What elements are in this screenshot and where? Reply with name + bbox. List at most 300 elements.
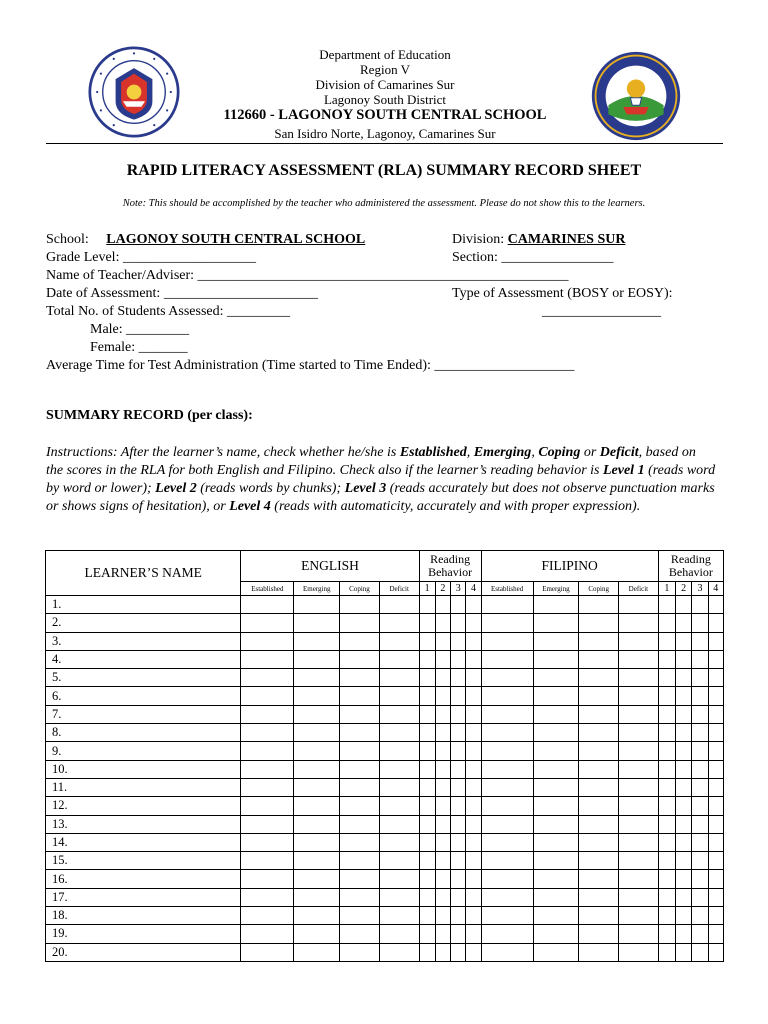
filipino-emerging-checkbox-cell[interactable] bbox=[533, 724, 579, 742]
english-level-1-checkbox-cell[interactable] bbox=[419, 907, 435, 925]
filipino-coping-checkbox-cell[interactable] bbox=[579, 724, 619, 742]
filipino-established-checkbox-cell[interactable] bbox=[481, 778, 533, 796]
english-emerging-checkbox-cell[interactable] bbox=[294, 669, 340, 687]
english-level-1-checkbox-cell[interactable] bbox=[419, 943, 435, 961]
english-emerging-checkbox-cell[interactable] bbox=[294, 833, 340, 851]
filipino-deficit-checkbox-cell[interactable] bbox=[619, 705, 659, 723]
english-established-checkbox-cell[interactable] bbox=[241, 833, 294, 851]
learner-name-cell[interactable]: 18. bbox=[46, 907, 241, 925]
english-coping-checkbox-cell[interactable] bbox=[340, 778, 380, 796]
filipino-level-3-checkbox-cell[interactable] bbox=[692, 724, 708, 742]
filipino-deficit-checkbox-cell[interactable] bbox=[619, 943, 659, 961]
filipino-established-checkbox-cell[interactable] bbox=[481, 833, 533, 851]
filipino-established-checkbox-cell[interactable] bbox=[481, 815, 533, 833]
filipino-level-1-checkbox-cell[interactable] bbox=[658, 687, 675, 705]
english-level-2-checkbox-cell[interactable] bbox=[435, 724, 450, 742]
english-level-4-checkbox-cell[interactable] bbox=[466, 632, 481, 650]
filipino-level-3-checkbox-cell[interactable] bbox=[692, 870, 708, 888]
section-field[interactable]: Section: ________________ bbox=[452, 250, 614, 265]
english-level-3-checkbox-cell[interactable] bbox=[451, 778, 466, 796]
learner-name-cell[interactable]: 13. bbox=[46, 815, 241, 833]
filipino-level-3-checkbox-cell[interactable] bbox=[692, 797, 708, 815]
english-level-1-checkbox-cell[interactable] bbox=[419, 650, 435, 668]
filipino-level-2-checkbox-cell[interactable] bbox=[676, 925, 692, 943]
english-emerging-checkbox-cell[interactable] bbox=[294, 943, 340, 961]
english-deficit-checkbox-cell[interactable] bbox=[379, 724, 419, 742]
english-level-2-checkbox-cell[interactable] bbox=[435, 907, 450, 925]
english-emerging-checkbox-cell[interactable] bbox=[294, 925, 340, 943]
english-emerging-checkbox-cell[interactable] bbox=[294, 687, 340, 705]
filipino-level-4-checkbox-cell[interactable] bbox=[708, 833, 723, 851]
filipino-emerging-checkbox-cell[interactable] bbox=[533, 596, 579, 614]
filipino-emerging-checkbox-cell[interactable] bbox=[533, 925, 579, 943]
english-coping-checkbox-cell[interactable] bbox=[340, 870, 380, 888]
filipino-level-2-checkbox-cell[interactable] bbox=[676, 815, 692, 833]
filipino-established-checkbox-cell[interactable] bbox=[481, 943, 533, 961]
filipino-level-2-checkbox-cell[interactable] bbox=[676, 632, 692, 650]
english-coping-checkbox-cell[interactable] bbox=[340, 907, 380, 925]
english-deficit-checkbox-cell[interactable] bbox=[379, 760, 419, 778]
filipino-level-2-checkbox-cell[interactable] bbox=[676, 888, 692, 906]
english-level-3-checkbox-cell[interactable] bbox=[451, 870, 466, 888]
english-deficit-checkbox-cell[interactable] bbox=[379, 687, 419, 705]
english-level-3-checkbox-cell[interactable] bbox=[451, 724, 466, 742]
english-emerging-checkbox-cell[interactable] bbox=[294, 650, 340, 668]
filipino-deficit-checkbox-cell[interactable] bbox=[619, 650, 659, 668]
filipino-level-4-checkbox-cell[interactable] bbox=[708, 778, 723, 796]
english-level-2-checkbox-cell[interactable] bbox=[435, 925, 450, 943]
english-level-2-checkbox-cell[interactable] bbox=[435, 797, 450, 815]
filipino-level-3-checkbox-cell[interactable] bbox=[692, 760, 708, 778]
english-emerging-checkbox-cell[interactable] bbox=[294, 870, 340, 888]
english-level-3-checkbox-cell[interactable] bbox=[451, 797, 466, 815]
english-level-2-checkbox-cell[interactable] bbox=[435, 632, 450, 650]
learner-name-cell[interactable]: 19. bbox=[46, 925, 241, 943]
english-emerging-checkbox-cell[interactable] bbox=[294, 797, 340, 815]
learner-name-cell[interactable]: 8. bbox=[46, 724, 241, 742]
english-level-3-checkbox-cell[interactable] bbox=[451, 943, 466, 961]
english-level-4-checkbox-cell[interactable] bbox=[466, 596, 481, 614]
filipino-coping-checkbox-cell[interactable] bbox=[579, 742, 619, 760]
filipino-level-4-checkbox-cell[interactable] bbox=[708, 870, 723, 888]
english-level-4-checkbox-cell[interactable] bbox=[466, 833, 481, 851]
filipino-established-checkbox-cell[interactable] bbox=[481, 742, 533, 760]
filipino-level-4-checkbox-cell[interactable] bbox=[708, 724, 723, 742]
english-level-1-checkbox-cell[interactable] bbox=[419, 778, 435, 796]
filipino-level-4-checkbox-cell[interactable] bbox=[708, 760, 723, 778]
filipino-emerging-checkbox-cell[interactable] bbox=[533, 852, 579, 870]
filipino-emerging-checkbox-cell[interactable] bbox=[533, 907, 579, 925]
english-level-2-checkbox-cell[interactable] bbox=[435, 650, 450, 668]
filipino-level-1-checkbox-cell[interactable] bbox=[658, 742, 675, 760]
filipino-deficit-checkbox-cell[interactable] bbox=[619, 778, 659, 796]
filipino-level-3-checkbox-cell[interactable] bbox=[692, 614, 708, 632]
filipino-coping-checkbox-cell[interactable] bbox=[579, 815, 619, 833]
learner-name-cell[interactable]: 20. bbox=[46, 943, 241, 961]
filipino-emerging-checkbox-cell[interactable] bbox=[533, 632, 579, 650]
english-level-3-checkbox-cell[interactable] bbox=[451, 888, 466, 906]
english-emerging-checkbox-cell[interactable] bbox=[294, 724, 340, 742]
english-coping-checkbox-cell[interactable] bbox=[340, 724, 380, 742]
english-level-2-checkbox-cell[interactable] bbox=[435, 852, 450, 870]
filipino-level-4-checkbox-cell[interactable] bbox=[708, 852, 723, 870]
filipino-coping-checkbox-cell[interactable] bbox=[579, 833, 619, 851]
english-level-4-checkbox-cell[interactable] bbox=[466, 907, 481, 925]
filipino-level-2-checkbox-cell[interactable] bbox=[676, 870, 692, 888]
filipino-level-1-checkbox-cell[interactable] bbox=[658, 614, 675, 632]
filipino-deficit-checkbox-cell[interactable] bbox=[619, 888, 659, 906]
english-level-4-checkbox-cell[interactable] bbox=[466, 705, 481, 723]
filipino-emerging-checkbox-cell[interactable] bbox=[533, 650, 579, 668]
english-deficit-checkbox-cell[interactable] bbox=[379, 614, 419, 632]
english-level-1-checkbox-cell[interactable] bbox=[419, 797, 435, 815]
filipino-coping-checkbox-cell[interactable] bbox=[579, 870, 619, 888]
english-level-3-checkbox-cell[interactable] bbox=[451, 596, 466, 614]
english-emerging-checkbox-cell[interactable] bbox=[294, 815, 340, 833]
english-level-4-checkbox-cell[interactable] bbox=[466, 778, 481, 796]
english-established-checkbox-cell[interactable] bbox=[241, 907, 294, 925]
filipino-emerging-checkbox-cell[interactable] bbox=[533, 797, 579, 815]
filipino-established-checkbox-cell[interactable] bbox=[481, 852, 533, 870]
english-deficit-checkbox-cell[interactable] bbox=[379, 650, 419, 668]
total-students-field[interactable]: Total No. of Students Assessed: _________ bbox=[46, 304, 291, 319]
english-level-2-checkbox-cell[interactable] bbox=[435, 596, 450, 614]
filipino-level-1-checkbox-cell[interactable] bbox=[658, 596, 675, 614]
filipino-emerging-checkbox-cell[interactable] bbox=[533, 870, 579, 888]
english-level-2-checkbox-cell[interactable] bbox=[435, 742, 450, 760]
english-deficit-checkbox-cell[interactable] bbox=[379, 778, 419, 796]
english-coping-checkbox-cell[interactable] bbox=[340, 943, 380, 961]
filipino-deficit-checkbox-cell[interactable] bbox=[619, 870, 659, 888]
english-level-2-checkbox-cell[interactable] bbox=[435, 870, 450, 888]
english-coping-checkbox-cell[interactable] bbox=[340, 632, 380, 650]
english-deficit-checkbox-cell[interactable] bbox=[379, 669, 419, 687]
english-level-4-checkbox-cell[interactable] bbox=[466, 888, 481, 906]
english-level-2-checkbox-cell[interactable] bbox=[435, 614, 450, 632]
filipino-emerging-checkbox-cell[interactable] bbox=[533, 742, 579, 760]
filipino-deficit-checkbox-cell[interactable] bbox=[619, 596, 659, 614]
filipino-level-2-checkbox-cell[interactable] bbox=[676, 614, 692, 632]
filipino-level-3-checkbox-cell[interactable] bbox=[692, 632, 708, 650]
filipino-level-3-checkbox-cell[interactable] bbox=[692, 705, 708, 723]
english-emerging-checkbox-cell[interactable] bbox=[294, 632, 340, 650]
filipino-coping-checkbox-cell[interactable] bbox=[579, 907, 619, 925]
english-level-2-checkbox-cell[interactable] bbox=[435, 705, 450, 723]
filipino-coping-checkbox-cell[interactable] bbox=[579, 705, 619, 723]
english-level-3-checkbox-cell[interactable] bbox=[451, 705, 466, 723]
english-established-checkbox-cell[interactable] bbox=[241, 925, 294, 943]
english-level-3-checkbox-cell[interactable] bbox=[451, 632, 466, 650]
english-level-4-checkbox-cell[interactable] bbox=[466, 852, 481, 870]
english-deficit-checkbox-cell[interactable] bbox=[379, 925, 419, 943]
english-coping-checkbox-cell[interactable] bbox=[340, 650, 380, 668]
filipino-established-checkbox-cell[interactable] bbox=[481, 724, 533, 742]
filipino-level-1-checkbox-cell[interactable] bbox=[658, 870, 675, 888]
filipino-level-3-checkbox-cell[interactable] bbox=[692, 852, 708, 870]
filipino-established-checkbox-cell[interactable] bbox=[481, 596, 533, 614]
english-level-1-checkbox-cell[interactable] bbox=[419, 632, 435, 650]
english-level-3-checkbox-cell[interactable] bbox=[451, 669, 466, 687]
english-established-checkbox-cell[interactable] bbox=[241, 724, 294, 742]
english-level-4-checkbox-cell[interactable] bbox=[466, 742, 481, 760]
filipino-coping-checkbox-cell[interactable] bbox=[579, 760, 619, 778]
english-level-3-checkbox-cell[interactable] bbox=[451, 742, 466, 760]
filipino-level-4-checkbox-cell[interactable] bbox=[708, 632, 723, 650]
filipino-level-2-checkbox-cell[interactable] bbox=[676, 669, 692, 687]
english-level-3-checkbox-cell[interactable] bbox=[451, 907, 466, 925]
filipino-level-1-checkbox-cell[interactable] bbox=[658, 724, 675, 742]
english-level-1-checkbox-cell[interactable] bbox=[419, 833, 435, 851]
english-deficit-checkbox-cell[interactable] bbox=[379, 797, 419, 815]
english-level-1-checkbox-cell[interactable] bbox=[419, 852, 435, 870]
filipino-level-4-checkbox-cell[interactable] bbox=[708, 888, 723, 906]
filipino-established-checkbox-cell[interactable] bbox=[481, 797, 533, 815]
learner-name-cell[interactable]: 7. bbox=[46, 705, 241, 723]
english-level-4-checkbox-cell[interactable] bbox=[466, 943, 481, 961]
english-coping-checkbox-cell[interactable] bbox=[340, 797, 380, 815]
english-established-checkbox-cell[interactable] bbox=[241, 632, 294, 650]
filipino-level-2-checkbox-cell[interactable] bbox=[676, 797, 692, 815]
filipino-established-checkbox-cell[interactable] bbox=[481, 650, 533, 668]
male-count-field[interactable]: Male: _________ bbox=[90, 322, 190, 337]
english-level-3-checkbox-cell[interactable] bbox=[451, 815, 466, 833]
filipino-level-1-checkbox-cell[interactable] bbox=[658, 778, 675, 796]
filipino-emerging-checkbox-cell[interactable] bbox=[533, 815, 579, 833]
english-deficit-checkbox-cell[interactable] bbox=[379, 596, 419, 614]
english-established-checkbox-cell[interactable] bbox=[241, 650, 294, 668]
filipino-level-1-checkbox-cell[interactable] bbox=[658, 943, 675, 961]
english-level-4-checkbox-cell[interactable] bbox=[466, 724, 481, 742]
filipino-emerging-checkbox-cell[interactable] bbox=[533, 760, 579, 778]
english-established-checkbox-cell[interactable] bbox=[241, 687, 294, 705]
english-level-4-checkbox-cell[interactable] bbox=[466, 650, 481, 668]
filipino-established-checkbox-cell[interactable] bbox=[481, 632, 533, 650]
english-emerging-checkbox-cell[interactable] bbox=[294, 742, 340, 760]
filipino-level-1-checkbox-cell[interactable] bbox=[658, 852, 675, 870]
english-level-2-checkbox-cell[interactable] bbox=[435, 833, 450, 851]
filipino-emerging-checkbox-cell[interactable] bbox=[533, 888, 579, 906]
filipino-level-4-checkbox-cell[interactable] bbox=[708, 650, 723, 668]
filipino-level-2-checkbox-cell[interactable] bbox=[676, 724, 692, 742]
english-level-2-checkbox-cell[interactable] bbox=[435, 815, 450, 833]
filipino-coping-checkbox-cell[interactable] bbox=[579, 888, 619, 906]
english-deficit-checkbox-cell[interactable] bbox=[379, 943, 419, 961]
english-deficit-checkbox-cell[interactable] bbox=[379, 815, 419, 833]
filipino-level-4-checkbox-cell[interactable] bbox=[708, 925, 723, 943]
english-level-3-checkbox-cell[interactable] bbox=[451, 833, 466, 851]
english-level-1-checkbox-cell[interactable] bbox=[419, 815, 435, 833]
filipino-level-1-checkbox-cell[interactable] bbox=[658, 925, 675, 943]
english-level-4-checkbox-cell[interactable] bbox=[466, 815, 481, 833]
filipino-level-3-checkbox-cell[interactable] bbox=[692, 907, 708, 925]
filipino-level-2-checkbox-cell[interactable] bbox=[676, 687, 692, 705]
filipino-coping-checkbox-cell[interactable] bbox=[579, 797, 619, 815]
learner-name-cell[interactable]: 16. bbox=[46, 870, 241, 888]
filipino-coping-checkbox-cell[interactable] bbox=[579, 687, 619, 705]
english-established-checkbox-cell[interactable] bbox=[241, 870, 294, 888]
english-established-checkbox-cell[interactable] bbox=[241, 669, 294, 687]
english-coping-checkbox-cell[interactable] bbox=[340, 614, 380, 632]
learner-name-cell[interactable]: 14. bbox=[46, 833, 241, 851]
english-level-2-checkbox-cell[interactable] bbox=[435, 778, 450, 796]
learner-name-cell[interactable]: 5. bbox=[46, 669, 241, 687]
average-time-field[interactable]: Average Time for Test Administration (Time started to Time Ended): ____________________ bbox=[46, 358, 575, 373]
filipino-established-checkbox-cell[interactable] bbox=[481, 870, 533, 888]
filipino-emerging-checkbox-cell[interactable] bbox=[533, 778, 579, 796]
learner-name-cell[interactable]: 15. bbox=[46, 852, 241, 870]
english-emerging-checkbox-cell[interactable] bbox=[294, 778, 340, 796]
filipino-coping-checkbox-cell[interactable] bbox=[579, 614, 619, 632]
english-deficit-checkbox-cell[interactable] bbox=[379, 852, 419, 870]
english-emerging-checkbox-cell[interactable] bbox=[294, 907, 340, 925]
filipino-level-3-checkbox-cell[interactable] bbox=[692, 669, 708, 687]
filipino-coping-checkbox-cell[interactable] bbox=[579, 778, 619, 796]
filipino-level-2-checkbox-cell[interactable] bbox=[676, 705, 692, 723]
filipino-level-3-checkbox-cell[interactable] bbox=[692, 925, 708, 943]
english-emerging-checkbox-cell[interactable] bbox=[294, 852, 340, 870]
english-coping-checkbox-cell[interactable] bbox=[340, 669, 380, 687]
english-established-checkbox-cell[interactable] bbox=[241, 943, 294, 961]
english-level-4-checkbox-cell[interactable] bbox=[466, 870, 481, 888]
english-deficit-checkbox-cell[interactable] bbox=[379, 632, 419, 650]
filipino-level-1-checkbox-cell[interactable] bbox=[658, 650, 675, 668]
filipino-coping-checkbox-cell[interactable] bbox=[579, 596, 619, 614]
english-established-checkbox-cell[interactable] bbox=[241, 778, 294, 796]
english-emerging-checkbox-cell[interactable] bbox=[294, 760, 340, 778]
filipino-level-1-checkbox-cell[interactable] bbox=[658, 760, 675, 778]
filipino-deficit-checkbox-cell[interactable] bbox=[619, 687, 659, 705]
english-emerging-checkbox-cell[interactable] bbox=[294, 705, 340, 723]
filipino-deficit-checkbox-cell[interactable] bbox=[619, 742, 659, 760]
filipino-emerging-checkbox-cell[interactable] bbox=[533, 614, 579, 632]
english-level-4-checkbox-cell[interactable] bbox=[466, 614, 481, 632]
filipino-level-4-checkbox-cell[interactable] bbox=[708, 705, 723, 723]
english-established-checkbox-cell[interactable] bbox=[241, 614, 294, 632]
filipino-level-4-checkbox-cell[interactable] bbox=[708, 596, 723, 614]
filipino-coping-checkbox-cell[interactable] bbox=[579, 650, 619, 668]
english-level-2-checkbox-cell[interactable] bbox=[435, 943, 450, 961]
learner-name-cell[interactable]: 2. bbox=[46, 614, 241, 632]
english-deficit-checkbox-cell[interactable] bbox=[379, 705, 419, 723]
filipino-deficit-checkbox-cell[interactable] bbox=[619, 669, 659, 687]
filipino-level-3-checkbox-cell[interactable] bbox=[692, 778, 708, 796]
english-level-3-checkbox-cell[interactable] bbox=[451, 614, 466, 632]
english-level-2-checkbox-cell[interactable] bbox=[435, 760, 450, 778]
filipino-coping-checkbox-cell[interactable] bbox=[579, 669, 619, 687]
filipino-level-4-checkbox-cell[interactable] bbox=[708, 742, 723, 760]
female-count-field[interactable]: Female: _______ bbox=[90, 340, 188, 355]
learner-name-cell[interactable]: 11. bbox=[46, 778, 241, 796]
filipino-emerging-checkbox-cell[interactable] bbox=[533, 687, 579, 705]
filipino-emerging-checkbox-cell[interactable] bbox=[533, 705, 579, 723]
english-level-1-checkbox-cell[interactable] bbox=[419, 687, 435, 705]
english-level-3-checkbox-cell[interactable] bbox=[451, 687, 466, 705]
filipino-deficit-checkbox-cell[interactable] bbox=[619, 724, 659, 742]
filipino-level-4-checkbox-cell[interactable] bbox=[708, 797, 723, 815]
filipino-coping-checkbox-cell[interactable] bbox=[579, 925, 619, 943]
filipino-emerging-checkbox-cell[interactable] bbox=[533, 943, 579, 961]
filipino-deficit-checkbox-cell[interactable] bbox=[619, 815, 659, 833]
english-emerging-checkbox-cell[interactable] bbox=[294, 614, 340, 632]
filipino-level-3-checkbox-cell[interactable] bbox=[692, 888, 708, 906]
filipino-established-checkbox-cell[interactable] bbox=[481, 760, 533, 778]
english-level-1-checkbox-cell[interactable] bbox=[419, 925, 435, 943]
filipino-level-4-checkbox-cell[interactable] bbox=[708, 907, 723, 925]
english-coping-checkbox-cell[interactable] bbox=[340, 742, 380, 760]
english-level-1-checkbox-cell[interactable] bbox=[419, 669, 435, 687]
filipino-level-2-checkbox-cell[interactable] bbox=[676, 742, 692, 760]
filipino-deficit-checkbox-cell[interactable] bbox=[619, 907, 659, 925]
english-level-2-checkbox-cell[interactable] bbox=[435, 888, 450, 906]
filipino-coping-checkbox-cell[interactable] bbox=[579, 632, 619, 650]
learner-name-cell[interactable]: 12. bbox=[46, 797, 241, 815]
learner-name-cell[interactable]: 4. bbox=[46, 650, 241, 668]
english-level-4-checkbox-cell[interactable] bbox=[466, 669, 481, 687]
filipino-emerging-checkbox-cell[interactable] bbox=[533, 833, 579, 851]
english-established-checkbox-cell[interactable] bbox=[241, 596, 294, 614]
english-level-3-checkbox-cell[interactable] bbox=[451, 852, 466, 870]
filipino-deficit-checkbox-cell[interactable] bbox=[619, 614, 659, 632]
division-field[interactable] bbox=[452, 232, 625, 248]
english-coping-checkbox-cell[interactable] bbox=[340, 596, 380, 614]
english-established-checkbox-cell[interactable] bbox=[241, 742, 294, 760]
filipino-deficit-checkbox-cell[interactable] bbox=[619, 925, 659, 943]
english-level-2-checkbox-cell[interactable] bbox=[435, 669, 450, 687]
filipino-level-2-checkbox-cell[interactable] bbox=[676, 833, 692, 851]
filipino-deficit-checkbox-cell[interactable] bbox=[619, 632, 659, 650]
filipino-established-checkbox-cell[interactable] bbox=[481, 888, 533, 906]
filipino-level-1-checkbox-cell[interactable] bbox=[658, 815, 675, 833]
filipino-level-4-checkbox-cell[interactable] bbox=[708, 815, 723, 833]
filipino-deficit-checkbox-cell[interactable] bbox=[619, 797, 659, 815]
filipino-level-1-checkbox-cell[interactable] bbox=[658, 705, 675, 723]
filipino-established-checkbox-cell[interactable] bbox=[481, 614, 533, 632]
learner-name-cell[interactable]: 17. bbox=[46, 888, 241, 906]
english-coping-checkbox-cell[interactable] bbox=[340, 852, 380, 870]
filipino-level-3-checkbox-cell[interactable] bbox=[692, 596, 708, 614]
filipino-level-3-checkbox-cell[interactable] bbox=[692, 943, 708, 961]
english-level-3-checkbox-cell[interactable] bbox=[451, 650, 466, 668]
filipino-level-2-checkbox-cell[interactable] bbox=[676, 778, 692, 796]
english-established-checkbox-cell[interactable] bbox=[241, 888, 294, 906]
english-level-1-checkbox-cell[interactable] bbox=[419, 614, 435, 632]
english-deficit-checkbox-cell[interactable] bbox=[379, 870, 419, 888]
english-deficit-checkbox-cell[interactable] bbox=[379, 742, 419, 760]
filipino-level-3-checkbox-cell[interactable] bbox=[692, 742, 708, 760]
filipino-level-3-checkbox-cell[interactable] bbox=[692, 815, 708, 833]
english-level-1-checkbox-cell[interactable] bbox=[419, 742, 435, 760]
english-coping-checkbox-cell[interactable] bbox=[340, 925, 380, 943]
filipino-level-2-checkbox-cell[interactable] bbox=[676, 760, 692, 778]
filipino-level-2-checkbox-cell[interactable] bbox=[676, 596, 692, 614]
filipino-level-4-checkbox-cell[interactable] bbox=[708, 614, 723, 632]
filipino-level-2-checkbox-cell[interactable] bbox=[676, 852, 692, 870]
filipino-established-checkbox-cell[interactable] bbox=[481, 669, 533, 687]
filipino-level-3-checkbox-cell[interactable] bbox=[692, 833, 708, 851]
english-established-checkbox-cell[interactable] bbox=[241, 760, 294, 778]
english-established-checkbox-cell[interactable] bbox=[241, 797, 294, 815]
english-level-1-checkbox-cell[interactable] bbox=[419, 596, 435, 614]
english-level-4-checkbox-cell[interactable] bbox=[466, 760, 481, 778]
english-established-checkbox-cell[interactable] bbox=[241, 815, 294, 833]
school-field[interactable] bbox=[46, 232, 365, 248]
date-field[interactable]: Date of Assessment: ______________________ bbox=[46, 286, 318, 301]
english-level-1-checkbox-cell[interactable] bbox=[419, 888, 435, 906]
english-emerging-checkbox-cell[interactable] bbox=[294, 888, 340, 906]
filipino-level-2-checkbox-cell[interactable] bbox=[676, 907, 692, 925]
english-deficit-checkbox-cell[interactable] bbox=[379, 907, 419, 925]
english-deficit-checkbox-cell[interactable] bbox=[379, 888, 419, 906]
